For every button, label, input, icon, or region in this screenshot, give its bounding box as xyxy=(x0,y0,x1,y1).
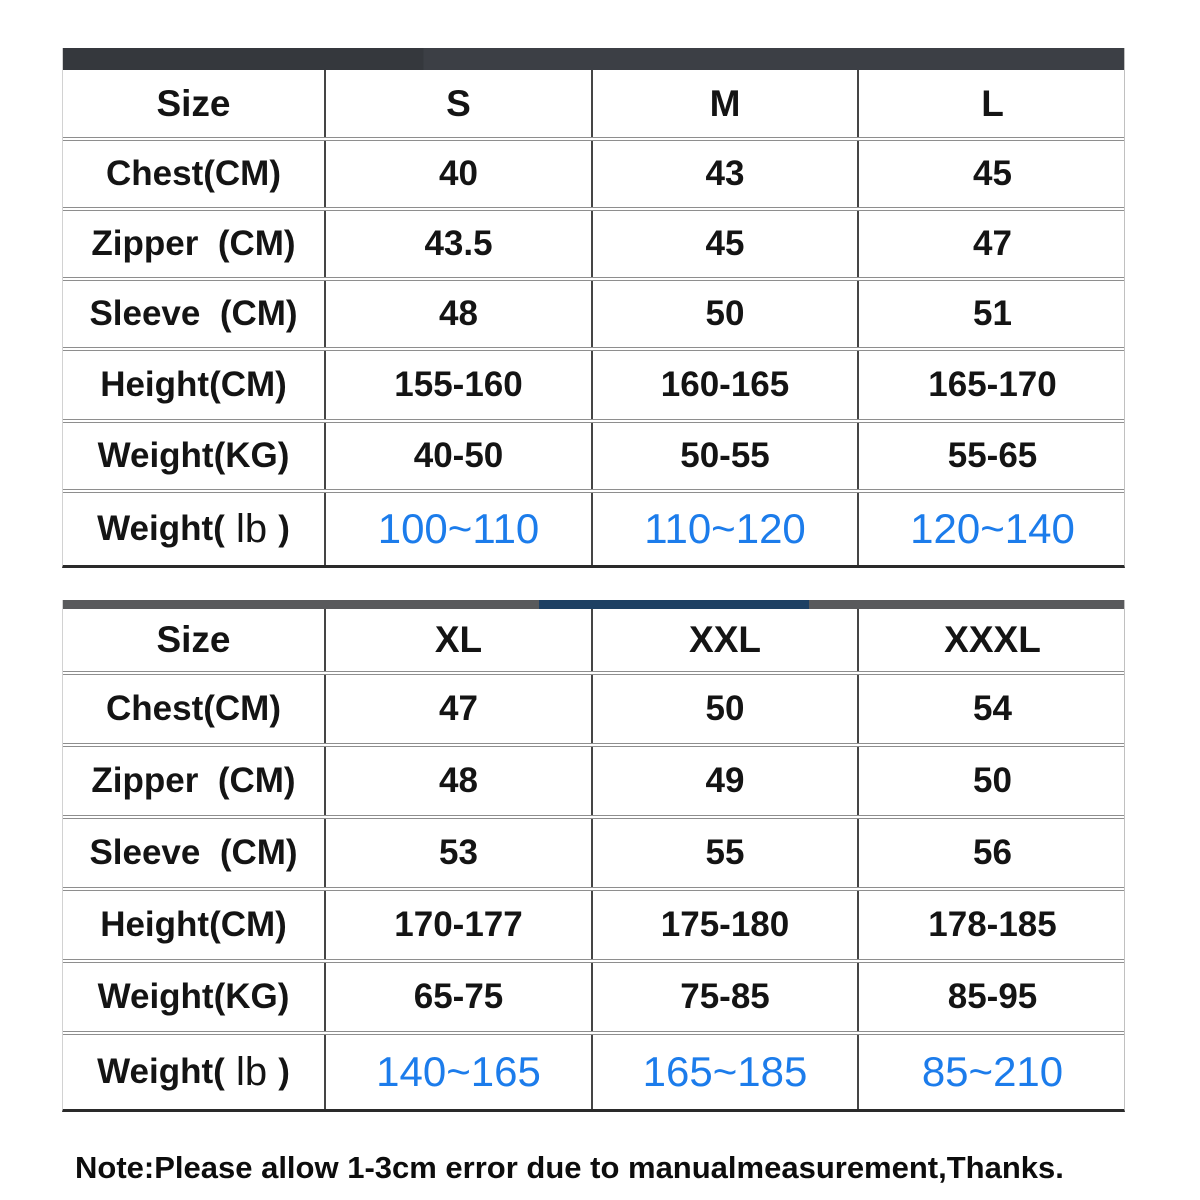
row-label-sleeve: Sleeve (CM) xyxy=(89,294,298,333)
col-header-l: L xyxy=(857,70,1126,137)
value-cell-lb: 110~120 xyxy=(591,493,857,565)
value-cell: 51 xyxy=(857,281,1126,347)
label-part: ) xyxy=(278,509,290,548)
table-row xyxy=(63,887,1124,959)
label-part: ) xyxy=(278,1052,290,1091)
value-cell: 85-95 xyxy=(857,963,1126,1031)
table-row xyxy=(63,347,1124,419)
label-part: Weight( xyxy=(97,1052,225,1091)
value-cell: 160-165 xyxy=(591,351,857,419)
value-cell-lb: 100~110 xyxy=(324,493,591,565)
label-part-lb: lb xyxy=(224,506,279,551)
table-row xyxy=(63,70,1124,137)
value-cell: 50 xyxy=(857,747,1126,815)
value-cell: 48 xyxy=(324,747,591,815)
value-cell: 43 xyxy=(591,141,857,207)
label-part: Weight( xyxy=(97,509,225,548)
label-part-lb: lb xyxy=(224,1049,279,1094)
row-label-height: Height(CM) xyxy=(100,365,287,404)
value-cell: 75-85 xyxy=(591,963,857,1031)
row-label-chest: Chest(CM) xyxy=(106,154,281,193)
value-cell-lb: 140~165 xyxy=(324,1035,591,1109)
value-cell: 55-65 xyxy=(857,423,1126,489)
row-label-weight-lb xyxy=(63,1035,324,1109)
value-cell: 54 xyxy=(857,675,1126,743)
table-row xyxy=(63,419,1124,489)
row-label-weight-kg: Weight(KG) xyxy=(97,436,290,475)
table-row xyxy=(63,959,1124,1031)
value-cell: 45 xyxy=(591,211,857,277)
value-cell: 56 xyxy=(857,819,1126,887)
table-row xyxy=(63,137,1124,207)
size-header-label: Size xyxy=(156,82,231,124)
col-header-xl: XL xyxy=(324,609,591,671)
value-cell: 45 xyxy=(857,141,1126,207)
table1-header-bar xyxy=(63,48,1124,70)
row-label-weight-lb xyxy=(63,493,324,565)
value-cell: 155-160 xyxy=(324,351,591,419)
size-header-label: Size xyxy=(156,619,231,660)
size-table-xl-xxxl xyxy=(62,600,1125,1112)
value-cell: 165-170 xyxy=(857,351,1126,419)
value-cell: 50 xyxy=(591,675,857,743)
value-cell: 47 xyxy=(857,211,1126,277)
table-row xyxy=(63,207,1124,277)
col-header-m: M xyxy=(591,70,857,137)
row-label-weight-kg: Weight(KG) xyxy=(97,977,290,1016)
value-cell: 48 xyxy=(324,281,591,347)
table-row xyxy=(63,815,1124,887)
value-cell: 50 xyxy=(591,281,857,347)
value-cell: 65-75 xyxy=(324,963,591,1031)
value-cell: 50-55 xyxy=(591,423,857,489)
table2-header-bar xyxy=(63,600,1124,609)
value-cell: 40 xyxy=(324,141,591,207)
row-label-height: Height(CM) xyxy=(100,905,287,944)
table-row xyxy=(63,489,1124,565)
value-cell: 43.5 xyxy=(324,211,591,277)
col-header-xxxl: XXXL xyxy=(857,609,1126,671)
table-row xyxy=(63,743,1124,815)
note-text: Note:Please allow 1-3cm error due to manualmeasurement,Thanks. xyxy=(75,1150,1064,1185)
row-label-zipper: Zipper (CM) xyxy=(91,224,296,263)
col-header-s: S xyxy=(324,70,591,137)
value-cell: 175-180 xyxy=(591,891,857,959)
value-cell-lb: 85~210 xyxy=(857,1035,1126,1109)
size-table-sml xyxy=(62,48,1125,568)
col-header-xxl: XXL xyxy=(591,609,857,671)
value-cell: 49 xyxy=(591,747,857,815)
value-cell: 178-185 xyxy=(857,891,1126,959)
table-row xyxy=(63,277,1124,347)
value-cell: 55 xyxy=(591,819,857,887)
table2-header-bar-blue-segment xyxy=(539,600,809,609)
size-chart xyxy=(62,48,1125,1186)
table-row xyxy=(63,671,1124,743)
row-label-chest: Chest(CM) xyxy=(106,689,281,728)
value-cell-lb: 120~140 xyxy=(857,493,1126,565)
value-cell: 47 xyxy=(324,675,591,743)
value-cell: 53 xyxy=(324,819,591,887)
value-cell: 40-50 xyxy=(324,423,591,489)
value-cell-lb: 165~185 xyxy=(591,1035,857,1109)
row-label-sleeve: Sleeve (CM) xyxy=(89,833,298,872)
table-row xyxy=(63,609,1124,671)
value-cell: 170-177 xyxy=(324,891,591,959)
row-label-zipper: Zipper (CM) xyxy=(91,761,296,800)
table-row xyxy=(63,1031,1124,1109)
